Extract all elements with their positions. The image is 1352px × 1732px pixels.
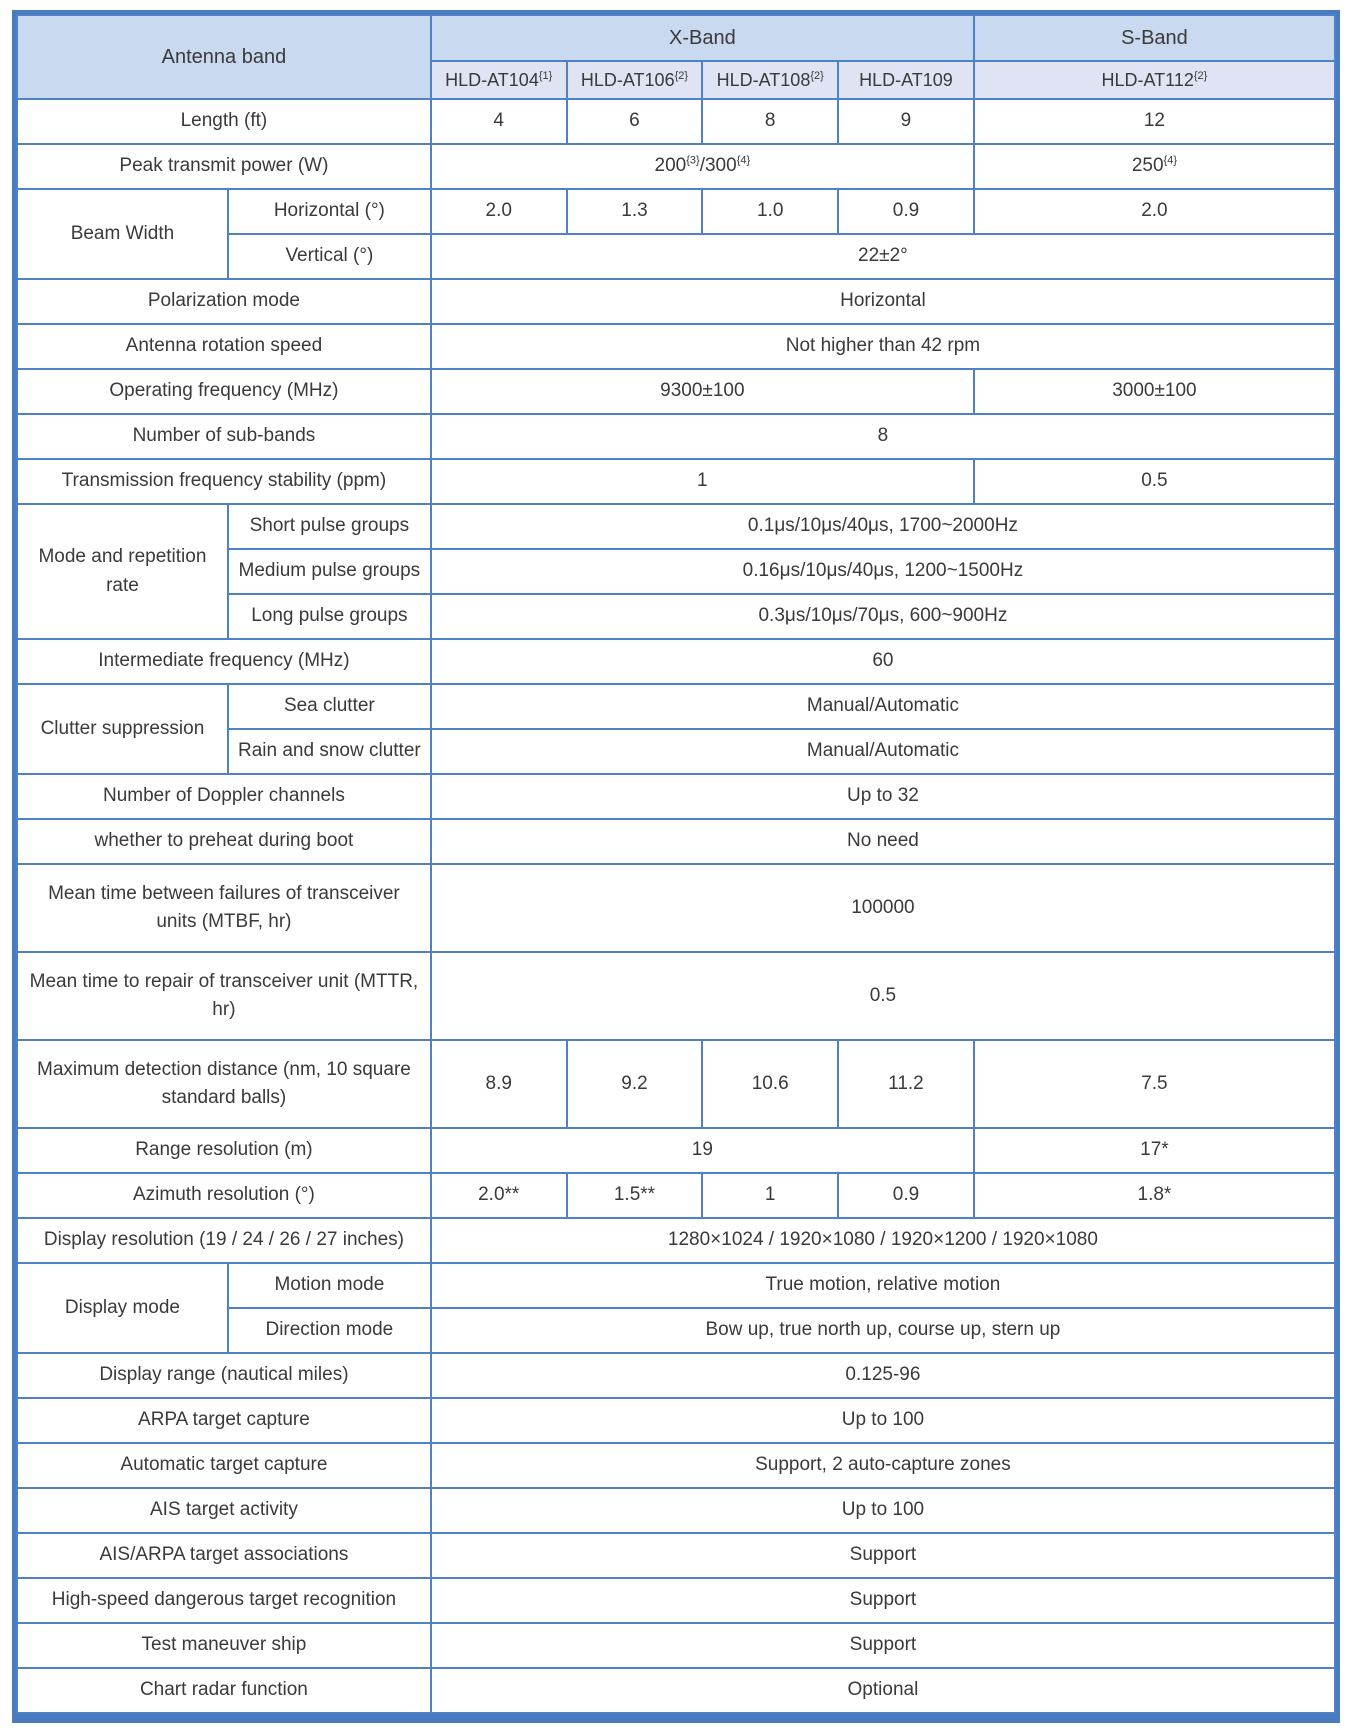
spec-label: Range resolution (m) [17, 1128, 431, 1173]
spec-value: 2.0 [974, 189, 1335, 234]
table-row [17, 1533, 1335, 1578]
table-row [17, 1488, 1335, 1533]
spec-label: Mean time between failures of transceiver units (MTBF, hr) [17, 864, 431, 952]
footnote-marker: {4} [1163, 154, 1177, 167]
spec-value: 0.1μs/10μs/40μs, 1700~2000Hz [431, 504, 1335, 549]
spec-label: Vertical (°) [228, 234, 431, 279]
spec-value: 12 [974, 99, 1335, 144]
spec-label: Long pulse groups [228, 594, 431, 639]
table-row [17, 414, 1335, 459]
table-row [17, 1353, 1335, 1398]
table-row [17, 1040, 1335, 1128]
spec-table [16, 14, 1336, 1714]
spec-label: Display range (nautical miles) [17, 1353, 431, 1398]
spec-label: Automatic target capture [17, 1443, 431, 1488]
table-row [17, 1668, 1335, 1713]
spec-value: Support [431, 1533, 1335, 1578]
spec-value: $200^{\{3\}}/300^{\{4\}}$ [431, 144, 974, 189]
spec-label: High-speed dangerous target recognition [17, 1578, 431, 1623]
spec-value: 6 [567, 99, 703, 144]
spec-value: 60 [431, 639, 1335, 684]
spec-table-body [17, 15, 1335, 1713]
spec-value: Manual/Automatic [431, 684, 1335, 729]
table-row [17, 952, 1335, 1040]
spec-value: 0.5 [431, 952, 1335, 1040]
table-row [17, 1173, 1335, 1218]
spec-label: Number of sub-bands [17, 414, 431, 459]
spec-label: AIS target activity [17, 1488, 431, 1533]
spec-value: 11.2 [838, 1040, 974, 1128]
table-row [17, 1623, 1335, 1668]
footnote-marker: {1} [538, 69, 553, 82]
spec-value: Support [431, 1578, 1335, 1623]
spec-label: Test maneuver ship [17, 1623, 431, 1668]
spec-value: 1 [702, 1173, 838, 1218]
spec-label: Operating frequency (MHz) [17, 369, 431, 414]
spec-value: Horizontal [431, 279, 1335, 324]
spec-value: 9.2 [567, 1040, 703, 1128]
model-hld-at106: HLD-$AT106^{\{2\}}$ [567, 61, 703, 99]
table-row [17, 279, 1335, 324]
spec-value: 9 [838, 99, 974, 144]
footnote-marker: {2} [810, 69, 824, 82]
table-row [17, 864, 1335, 952]
table-row [17, 639, 1335, 684]
spec-value: 7.5 [974, 1040, 1335, 1128]
spec-value: 17* [974, 1128, 1335, 1173]
table-row [17, 189, 1335, 234]
spec-value: No need [431, 819, 1335, 864]
spec-value: 8 [702, 99, 838, 144]
spec-value: Up to 100 [431, 1488, 1335, 1533]
spec-value: 2.0** [431, 1173, 567, 1218]
s-band-header: S-Band [974, 15, 1335, 61]
spec-value: 0.3μs/10μs/70μs, 600~900Hz [431, 594, 1335, 639]
spec-label: Chart radar function [17, 1668, 431, 1713]
spec-value: 0.9 [838, 189, 974, 234]
spec-value: 0.16μs/10μs/40μs, 1200~1500Hz [431, 549, 1335, 594]
spec-label: Mode and repetition rate [17, 504, 228, 639]
antenna-band-header: Antenna band [17, 15, 431, 99]
spec-label: Motion mode [228, 1263, 431, 1308]
spec-value: 4 [431, 99, 567, 144]
spec-value: Support [431, 1623, 1335, 1668]
spec-label: whether to preheat during boot [17, 819, 431, 864]
spec-value: 2.0 [431, 189, 567, 234]
footnote-marker: {2} [674, 69, 689, 82]
spec-label: Azimuth resolution (°) [17, 1173, 431, 1218]
footnote-marker: {4} [736, 154, 751, 167]
table-row [17, 144, 1335, 189]
table-row [17, 369, 1335, 414]
spec-value: 1280×1024 / 1920×1080 / 1920×1200 / 1920×1080 [431, 1218, 1335, 1263]
spec-value: 1.8* [974, 1173, 1335, 1218]
spec-label: Peak transmit power (W) [17, 144, 431, 189]
spec-label: Sea clutter [228, 684, 431, 729]
spec-value: 0.9 [838, 1173, 974, 1218]
table-row [17, 819, 1335, 864]
spec-label: Rain and snow clutter [228, 729, 431, 774]
spec-label: Horizontal (°) [228, 189, 431, 234]
spec-value: Not higher than 42 rpm [431, 324, 1335, 369]
spec-label: Clutter suppression [17, 684, 228, 774]
spec-value: 8 [431, 414, 1335, 459]
spec-label: Display mode [17, 1263, 228, 1353]
table-row [17, 15, 1335, 61]
spec-value: Up to 32 [431, 774, 1335, 819]
spec-value: 22±2° [431, 234, 1335, 279]
footnote-marker: {2} [1193, 69, 1208, 82]
model-hld-at104: HLD-$AT104^{\{1\}}$ [431, 61, 567, 99]
spec-label: Antenna rotation speed [17, 324, 431, 369]
spec-label: Display resolution (19 / 24 / 26 / 27 inches) [17, 1218, 431, 1263]
spec-label: Medium pulse groups [228, 549, 431, 594]
spec-value: 3000±100 [974, 369, 1335, 414]
spec-value: 100000 [431, 864, 1335, 952]
spec-value: 1 [431, 459, 974, 504]
table-row [17, 1128, 1335, 1173]
table-row [17, 1578, 1335, 1623]
spec-value: Optional [431, 1668, 1335, 1713]
model-hld-at109: HLD-AT109 [838, 61, 974, 99]
x-band-header: X-Band [431, 15, 974, 61]
spec-value: 1.3 [567, 189, 703, 234]
table-row [17, 99, 1335, 144]
table-row [17, 684, 1335, 729]
spec-label: Transmission frequency stability (ppm) [17, 459, 431, 504]
model-hld-at108: HLD-$AT108^{\{2\}}$ [702, 61, 838, 99]
spec-value: 1.0 [702, 189, 838, 234]
footnote-marker: {3} [686, 154, 700, 167]
spec-value: Manual/Automatic [431, 729, 1335, 774]
spec-label: Polarization mode [17, 279, 431, 324]
spec-label: Intermediate frequency (MHz) [17, 639, 431, 684]
spec-value: 10.6 [702, 1040, 838, 1128]
spec-value: $250^{\{4\}}$ [974, 144, 1335, 189]
table-row [17, 324, 1335, 369]
spec-label: Length (ft) [17, 99, 431, 144]
table-row [17, 459, 1335, 504]
spec-value: Up to 100 [431, 1398, 1335, 1443]
table-row [17, 504, 1335, 549]
spec-table-frame [12, 10, 1340, 1723]
spec-label: Short pulse groups [228, 504, 431, 549]
model-hld-at112: HLD-$AT112^{\{2\}}$ [974, 61, 1335, 99]
table-row [17, 1398, 1335, 1443]
spec-label: Maximum detection distance (nm, 10 square standard balls) [17, 1040, 431, 1128]
spec-value: True motion, relative motion [431, 1263, 1335, 1308]
spec-label: Number of Doppler channels [17, 774, 431, 819]
table-row [17, 1263, 1335, 1308]
spec-value: 8.9 [431, 1040, 567, 1128]
table-row [17, 774, 1335, 819]
table-row [17, 1443, 1335, 1488]
spec-label: ARPA target capture [17, 1398, 431, 1443]
spec-value: 0.5 [974, 459, 1335, 504]
spec-value: Bow up, true north up, course up, stern up [431, 1308, 1335, 1353]
spec-label: Beam Width [17, 189, 228, 279]
spec-value: 1.5** [567, 1173, 703, 1218]
spec-label: Mean time to repair of transceiver unit (MTTR, hr) [17, 952, 431, 1040]
spec-value: Support, 2 auto-capture zones [431, 1443, 1335, 1488]
spec-label: AIS/ARPA target associations [17, 1533, 431, 1578]
table-row [17, 1218, 1335, 1263]
spec-value: 0.125-96 [431, 1353, 1335, 1398]
spec-value: 19 [431, 1128, 974, 1173]
spec-value: 9300±100 [431, 369, 974, 414]
spec-label: Direction mode [228, 1308, 431, 1353]
